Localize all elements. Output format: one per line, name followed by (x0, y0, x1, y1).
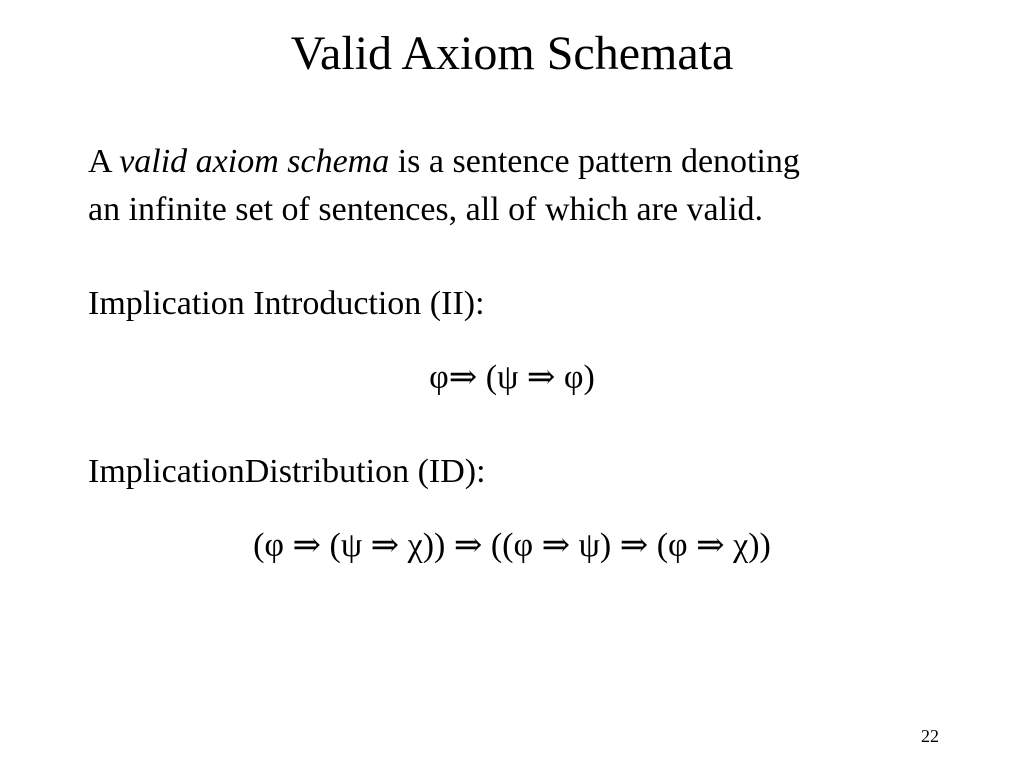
slide-title: Valid Axiom Schemata (290, 27, 734, 80)
intro-term: valid axiom schema (119, 143, 390, 180)
id-heading: ImplicationDistribution (ID): (88, 453, 486, 490)
intro-suffix: is a sentence pattern denoting (389, 143, 800, 180)
intro-paragraph (88, 138, 968, 234)
intro-line-1 (88, 138, 968, 186)
id-formula: (φ ⇒ (ψ ⇒ χ)) ⇒ ((φ ⇒ ψ) ⇒ (φ ⇒ χ)) (253, 527, 771, 564)
ii-heading: Implication Introduction (II): (88, 285, 485, 322)
ii-formula: φ⇒ (ψ ⇒ φ) (429, 359, 595, 396)
page-number: 22 (921, 726, 939, 746)
intro-line-2: an infinite set of sentences, all of which are valid. (88, 191, 764, 228)
intro-prefix: A (88, 143, 120, 180)
